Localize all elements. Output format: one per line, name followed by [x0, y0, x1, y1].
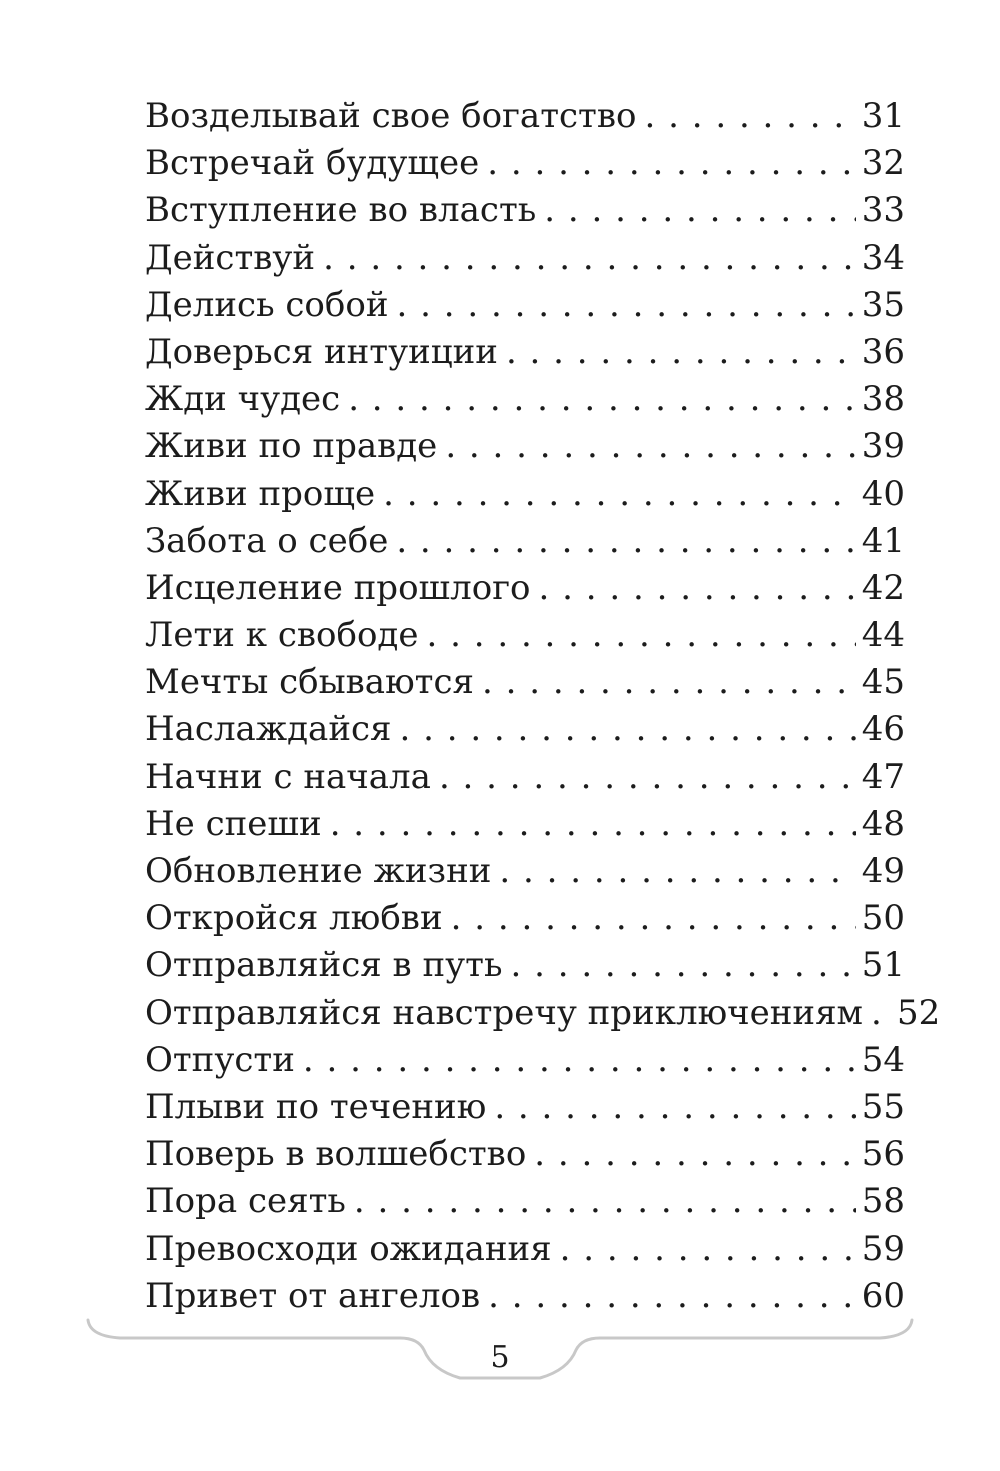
toc-entry-title: Не спеши	[145, 803, 322, 844]
toc-entry-page: 48	[861, 803, 905, 844]
toc-entry	[145, 612, 905, 659]
toc-entry	[145, 848, 905, 895]
table-of-contents	[145, 93, 941, 1320]
toc-entry-page: 50	[861, 898, 905, 939]
toc-leader-dots	[295, 1037, 856, 1084]
toc-entry-title: Исцеление прошлого	[145, 567, 531, 608]
toc-leader-dots	[552, 1226, 856, 1273]
toc-entry-title: Начни с начала	[145, 756, 431, 797]
toc-leader-dots	[502, 942, 855, 989]
toc-entry-page: 59	[861, 1228, 905, 1269]
toc-entry-page: 38	[861, 379, 905, 420]
toc-entry-page: 45	[861, 662, 905, 703]
toc-entry-title: Превосходи ожидания	[145, 1228, 552, 1269]
toc-entry	[145, 1226, 905, 1273]
toc-entry-title: Живи проще	[145, 473, 376, 514]
toc-entry-page: 40	[861, 473, 905, 514]
toc-entry-page: 56	[861, 1134, 905, 1175]
toc-entry	[145, 1131, 905, 1178]
toc-entry-title: Забота о себе	[145, 520, 389, 561]
toc-entry-page: 39	[861, 426, 905, 467]
toc-entry-title: Мечты сбываются	[145, 662, 474, 703]
toc-entry	[145, 1084, 905, 1131]
toc-leader-dots	[531, 565, 856, 612]
toc-entry-title: Наслаждайся	[145, 709, 392, 750]
toc-entry-page: 33	[861, 190, 905, 231]
toc-leader-dots	[340, 376, 856, 423]
toc-entry-page: 51	[861, 945, 905, 986]
toc-entry	[145, 1178, 905, 1225]
toc-leader-dots	[418, 612, 855, 659]
toc-leader-dots	[431, 754, 856, 801]
toc-entry-title: Откройся любви	[145, 898, 443, 939]
toc-entry-title: Жди чудес	[145, 379, 341, 420]
toc-leader-dots	[437, 423, 855, 470]
toc-entry-title: Плыви по течению	[145, 1086, 487, 1127]
toc-entry-title: Поверь в волшебство	[145, 1134, 527, 1175]
toc-leader-dots	[346, 1178, 856, 1225]
page-number: 5	[490, 1340, 510, 1375]
toc-leader-dots	[315, 235, 856, 282]
toc-entry-page: 47	[861, 756, 905, 797]
toc-entry-title: Делись собой	[145, 284, 389, 325]
toc-leader-dots	[498, 329, 856, 376]
toc-leader-dots	[526, 1131, 855, 1178]
toc-leader-dots	[389, 282, 856, 329]
toc-entry-page: 34	[861, 237, 905, 278]
toc-entry-page: 35	[861, 284, 905, 325]
toc-entry	[145, 895, 905, 942]
toc-entry	[145, 754, 905, 801]
toc-entry-page: 32	[861, 143, 905, 184]
toc-leader-dots	[636, 93, 855, 140]
toc-entry	[145, 565, 905, 612]
toc-entry-page: 55	[861, 1086, 905, 1127]
toc-leader-dots	[536, 187, 855, 234]
toc-entry	[145, 282, 905, 329]
toc-entry-title: Лети к свободе	[145, 615, 419, 656]
toc-entry-page: 46	[861, 709, 905, 750]
toc-leader-dots	[479, 140, 856, 187]
toc-entry	[145, 990, 941, 1037]
toc-entry-page: 60	[861, 1275, 905, 1316]
toc-leader-dots	[486, 1084, 855, 1131]
toc-leader-dots	[375, 471, 856, 518]
toc-entry-title: Живи по правде	[145, 426, 438, 467]
toc-entry	[145, 93, 905, 140]
toc-leader-dots	[443, 895, 856, 942]
toc-entry	[145, 706, 905, 753]
toc-entry	[145, 376, 905, 423]
toc-entry-title: Отправляйся навстречу приключениям	[145, 992, 863, 1033]
toc-leader-dots	[322, 801, 856, 848]
toc-entry-page: 42	[861, 567, 905, 608]
toc-entry	[145, 329, 905, 376]
toc-leader-dots	[388, 518, 855, 565]
toc-entry	[145, 659, 905, 706]
toc-entry	[145, 801, 905, 848]
toc-entry	[145, 140, 905, 187]
toc-entry-title: Отпусти	[145, 1039, 295, 1080]
toc-entry	[145, 471, 905, 518]
toc-entry-title: Отправляйся в путь	[145, 945, 503, 986]
toc-entry-title: Встречай будущее	[145, 143, 480, 184]
toc-entry	[145, 187, 905, 234]
toc-entry	[145, 518, 905, 565]
toc-entry-title: Вступление во власть	[145, 190, 537, 231]
toc-entry-title: Доверься интуиции	[145, 331, 498, 372]
toc-entry-page: 58	[861, 1181, 905, 1222]
toc-entry-page: 36	[861, 331, 905, 372]
toc-entry-page: 44	[861, 615, 905, 656]
toc-entry	[145, 423, 905, 470]
toc-leader-dots	[474, 659, 856, 706]
toc-leader-dots	[863, 990, 891, 1037]
toc-entry-title: Пора сеять	[145, 1181, 346, 1222]
toc-entry-title: Привет от ангелов	[145, 1275, 481, 1316]
toc-entry	[145, 942, 905, 989]
toc-entry-page: 49	[861, 851, 905, 891]
toc-leader-dots	[391, 706, 855, 753]
toc-entry-title: Действуй	[145, 237, 316, 278]
toc-leader-dots	[491, 848, 855, 895]
toc-entry	[145, 235, 905, 282]
toc-entry-page: 52	[896, 992, 941, 1033]
toc-entry-page: 31	[861, 96, 905, 136]
toc-entry	[145, 1037, 905, 1084]
toc-entry-title: Обновление жизни	[145, 851, 492, 891]
toc-entry-title: Возделывай свое богатство	[145, 96, 637, 136]
toc-entry-page: 41	[861, 520, 905, 561]
toc-entry-page: 54	[861, 1039, 905, 1080]
